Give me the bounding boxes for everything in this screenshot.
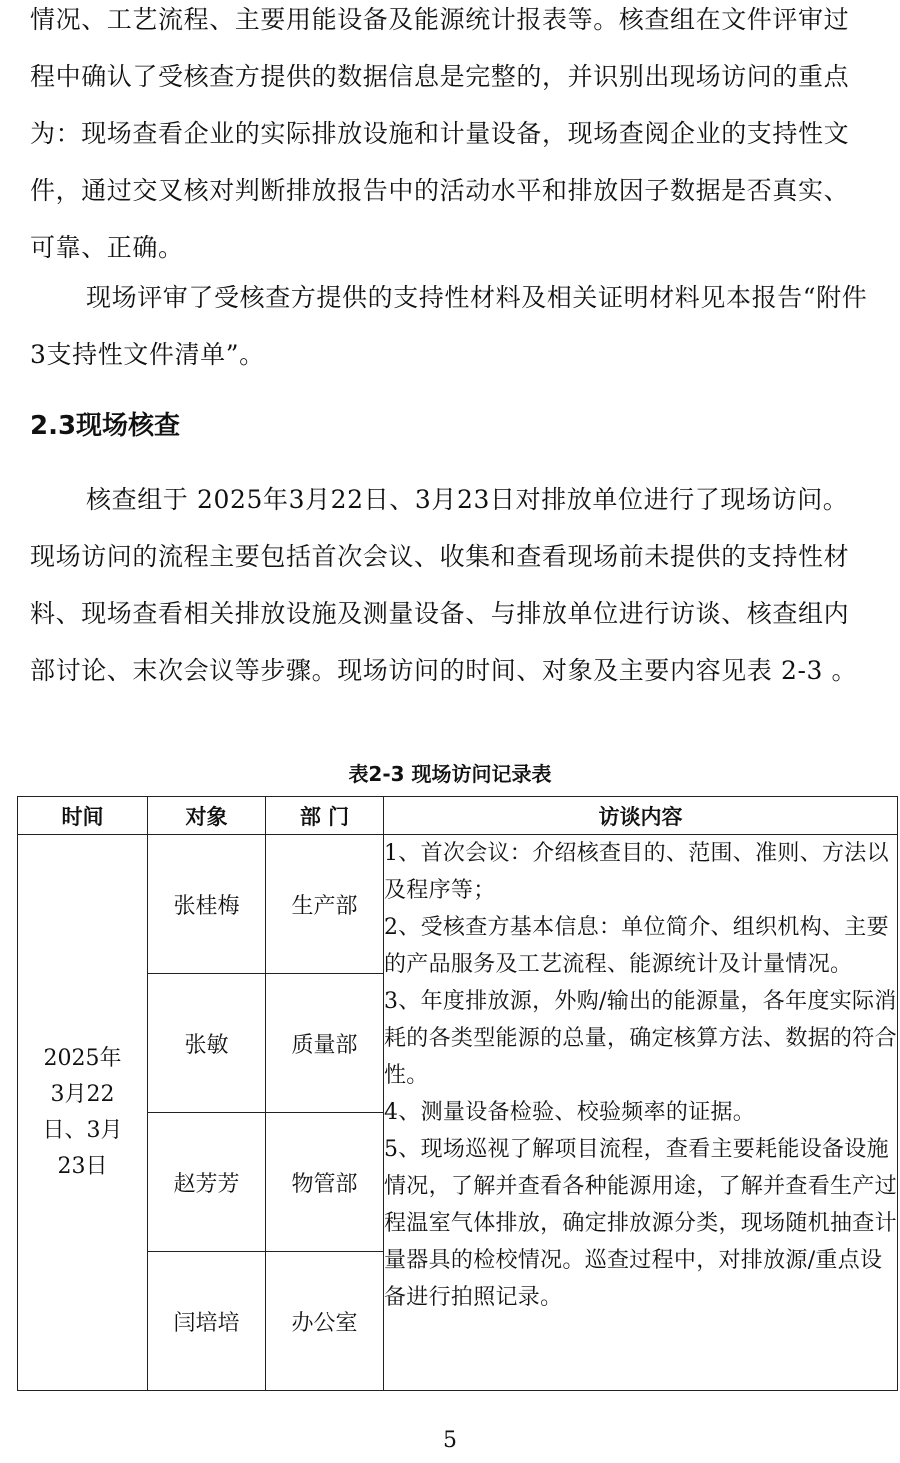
dept-cell: 质量部: [266, 974, 384, 1113]
table-caption: 表2-3 现场访问记录表: [348, 762, 552, 786]
interview-content: [384, 835, 898, 1391]
person-cell: 闫培培: [148, 1252, 266, 1391]
header-person: 对象: [148, 797, 266, 835]
header-content: 访谈内容: [384, 797, 898, 835]
content-item: 1、首次会议：介绍核查目的、范围、准则、方法以及程序等；: [384, 841, 889, 903]
section-heading: 2.3现场核查: [30, 411, 181, 441]
site-visit-table: [17, 796, 898, 1391]
table-row: [18, 835, 898, 974]
dept-cell: 物管部: [266, 1113, 384, 1252]
content-item: 3、年度排放源，外购/输出的能源量，各年度实际消耗的各类型能源的总量，确定核算方法、数据的符合性。: [384, 989, 897, 1088]
page-number: 5: [443, 1428, 457, 1453]
paragraph-supporting-materials: 现场评审了受核查方提供的支持性材料及相关证明材料见本报告“附件3支持性文件清单”。: [30, 283, 868, 369]
person-cell: 张桂梅: [148, 835, 266, 974]
visit-date-text: 2025年3月22日、3月23日: [42, 1045, 123, 1179]
content-item: 2、受核查方基本信息：单位简介、组织机构、主要的产品服务及工艺流程、能源统计及计量情况。: [384, 915, 889, 977]
header-dept: 部 门: [266, 797, 384, 835]
content-item: 5、现场巡视了解项目流程，查看主要耗能设备设施情况，了解并查看各种能源用途，了解并查看生产过程温室气体排放，确定排放源分类，现场随机抽查计量器具的检校情况。巡查过程中，对排放源/重点设备进行拍照记录。: [384, 1137, 897, 1310]
content-item: 4、测量设备检验、校验频率的证据。: [384, 1100, 756, 1125]
visit-date: [18, 835, 148, 1391]
header-time: 时间: [18, 797, 148, 835]
dept-cell: 生产部: [266, 835, 384, 974]
person-cell: 赵芳芳: [148, 1113, 266, 1252]
table-header-row: [18, 797, 898, 835]
person-cell: 张敏: [148, 974, 266, 1113]
paragraph-site-visit: 核查组于 2025年3月22日、3月23日对排放单位进行了现场访问。现场访问的流程主要包括首次会议、收集和查看现场前未提供的支持性材料、现场查看相关排放设施及测量设备、与排放单位进行访谈、核查组内部讨论、末次会议等步骤。现场访问的时间、对象及主要内容见表 2-3 。: [30, 485, 858, 685]
dept-cell: 办公室: [266, 1252, 384, 1391]
paragraph-file-review: 情况、工艺流程、主要用能设备及能源统计报表等。核查组在文件评审过程中确认了受核查方提供的数据信息是完整的，并识别出现场访问的重点为：现场查看企业的实际排放设施和计量设备，现场查阅企业的支持性文件，通过交叉核对判断排放报告中的活动水平和排放因子数据是否真实、可靠、正确。: [30, 5, 850, 262]
